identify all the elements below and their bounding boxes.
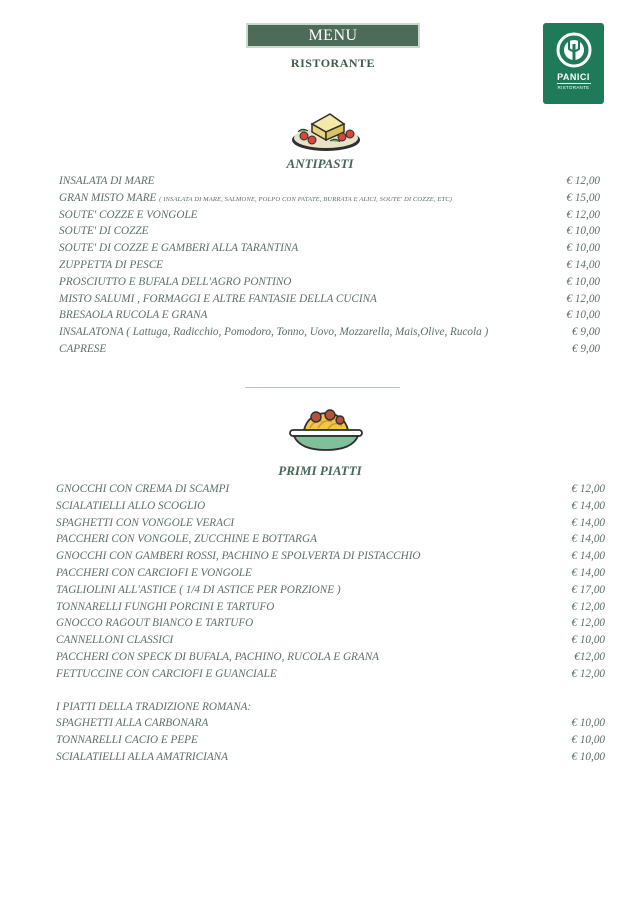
- item-name: [59, 293, 377, 305]
- item-price: € 15,00: [566, 191, 600, 204]
- menu-item: [56, 601, 605, 618]
- logo-name: PANICI: [557, 72, 590, 82]
- tradizione-list: [56, 717, 605, 767]
- item-name-text: CANNELLONI CLASSICI: [56, 634, 174, 647]
- item-name-text: FETTUCCINE CON CARCIOFI E GUANCIALE: [56, 667, 277, 680]
- item-price: € 12,00: [566, 175, 600, 187]
- item-price: € 14,00: [571, 566, 605, 579]
- item-name-text: SCIALATIELLI ALLO SCOGLIO: [56, 499, 206, 512]
- item-name-text: SOUTE' DI COZZE E GAMBERI ALLA TARANTINA: [59, 242, 299, 255]
- item-price: € 17,00: [571, 583, 605, 596]
- item-price: € 10,00: [566, 275, 600, 288]
- item-name-text: GNOCCHI CON GAMBERI ROSSI, PACHINO E SPOLVERTA DI PISTACCHIO: [56, 550, 421, 563]
- item-name-text: TAGLIOLINI ALL'ASTICE ( 1/4 DI ASTICE PER PORZIONE ): [56, 583, 341, 596]
- menu-item: [59, 343, 600, 360]
- item-name: [56, 734, 198, 746]
- fork-plate-icon: [555, 31, 593, 69]
- menu-item: [56, 483, 605, 500]
- item-name: [56, 567, 252, 579]
- item-price: € 14,00: [571, 499, 605, 512]
- item-price: € 14,00: [571, 550, 605, 563]
- restaurant-subtitle: RISTORANTE: [290, 56, 376, 70]
- menu-item: [59, 293, 600, 310]
- item-name-text: SPAGHETTI ALLA CARBONARA: [56, 717, 209, 729]
- item-name: [56, 533, 317, 545]
- item-name-text: GNOCCO RAGOUT BIANCO E TARTUFO: [56, 617, 254, 630]
- menu-item: [59, 175, 600, 192]
- item-price: € 12,00: [566, 292, 600, 305]
- item-price: € 10,00: [571, 717, 605, 729]
- item-name: [59, 175, 155, 187]
- item-name: [59, 225, 148, 237]
- panici-logo: [543, 23, 604, 104]
- item-name-text: INSALATA DI MARE: [59, 175, 155, 187]
- item-name-text: GRAN MISTO MARE: [59, 191, 157, 204]
- item-name: [59, 209, 198, 221]
- item-name-text: SOUTE' COZZE E VONGOLE: [59, 208, 198, 221]
- tradizione-title: I PIATTI DELLA TRADIZIONE ROMANA:: [56, 701, 252, 713]
- item-name-text: CAPRESE: [59, 342, 107, 355]
- item-price: € 12,00: [571, 600, 605, 613]
- item-price: € 12,00: [571, 667, 605, 680]
- item-price: € 9,00: [572, 326, 600, 339]
- item-price: € 10,00: [571, 733, 605, 746]
- item-price: € 14,00: [566, 258, 600, 271]
- logo-sub: RISTORANTE: [557, 85, 590, 90]
- item-name: [56, 717, 208, 729]
- menu-item: [56, 617, 605, 634]
- item-name-text: SCIALATIELLI ALLA AMATRICIANA: [56, 750, 228, 763]
- menu-item: [56, 533, 605, 550]
- item-name: [56, 584, 341, 596]
- item-name: [56, 550, 421, 562]
- primi-title: PRIMI PIATTI: [278, 463, 362, 478]
- item-name: [59, 343, 106, 355]
- item-price: € 10,00: [571, 634, 605, 647]
- menu-item: [56, 500, 605, 517]
- item-name-text: MISTO SALUMI , FORMAGGI E ALTRE FANTASIE DELLA CUCINA: [59, 292, 377, 305]
- menu-item: [56, 517, 605, 534]
- item-name: [56, 483, 229, 495]
- menu-item: [59, 309, 600, 326]
- item-name: [59, 326, 488, 338]
- item-name-text: BRESAOLA RUCOLA E GRANA: [59, 309, 208, 322]
- menu-item: [59, 209, 600, 226]
- item-name-text: SPAGHETTI CON VONGOLE VERACI: [56, 516, 235, 529]
- menu-item: [59, 242, 600, 259]
- item-name-text: ZUPPETTA DI PESCE: [59, 258, 164, 271]
- item-price: € 10,00: [566, 309, 600, 322]
- menu-item: [56, 634, 605, 651]
- menu-item: [56, 734, 605, 751]
- menu-item: [59, 259, 600, 276]
- menu-item: [56, 751, 605, 768]
- item-price: € 9,00: [572, 342, 600, 355]
- menu-title: MENU: [246, 23, 420, 48]
- item-price: €12,00: [574, 650, 605, 663]
- menu-item: [56, 567, 605, 584]
- item-name: [56, 517, 234, 529]
- item-price: € 10,00: [566, 242, 600, 255]
- primi-list: [56, 483, 605, 685]
- section-divider: [245, 387, 400, 388]
- menu-item: [59, 225, 600, 242]
- item-name: [56, 751, 228, 763]
- item-name: [59, 242, 298, 254]
- menu-item: [59, 326, 600, 343]
- item-name-text: SOUTE' DI COZZE: [59, 225, 149, 238]
- item-name: [56, 634, 173, 646]
- item-name: [59, 276, 291, 288]
- menu-item: [56, 717, 605, 734]
- item-name-text: PACCHERI CON VONGOLE, ZUCCHINE E BOTTARGA: [56, 533, 317, 546]
- item-description: ( INSALATA DI MARE, SALMONE, POLPO CON PATATE, BURRATA E ALICI, SOUTE' DI COZZE, ETC): [159, 195, 453, 203]
- item-name-text: PROSCIUTTO E BUFALA DELL'AGRO PONTINO: [59, 275, 292, 288]
- item-price: € 14,00: [571, 516, 605, 529]
- cheese-platter-icon: [290, 110, 362, 156]
- menu-item: [56, 651, 605, 668]
- item-name: [59, 192, 452, 204]
- item-name: [56, 668, 277, 680]
- menu-item: [59, 276, 600, 293]
- pasta-bowl-icon: [288, 408, 364, 452]
- item-name-text: PACCHERI CON SPECK DI BUFALA, PACHINO, RUCOLA E GRANA: [56, 650, 379, 663]
- item-price: € 12,00: [566, 208, 600, 221]
- item-name-text: TONNARELLI FUNGHI PORCINI E TARTUFO: [56, 600, 275, 613]
- item-name-text: PACCHERI CON CARCIOFI E VONGOLE: [56, 566, 252, 579]
- item-price: € 10,00: [571, 750, 605, 763]
- item-price: € 12,00: [571, 483, 605, 495]
- item-price: € 10,00: [566, 225, 600, 238]
- item-name: [56, 500, 205, 512]
- item-name: [56, 617, 253, 629]
- item-name: [56, 601, 274, 613]
- menu-item: [56, 668, 605, 685]
- antipasti-title: ANTIPASTI: [286, 156, 354, 171]
- item-name: [59, 309, 207, 321]
- menu-item: [59, 192, 600, 209]
- menu-item: [56, 584, 605, 601]
- item-price: € 14,00: [571, 533, 605, 546]
- item-price: € 12,00: [571, 617, 605, 630]
- item-name: [56, 651, 379, 663]
- item-name-text: TONNARELLI CACIO E PEPE: [56, 733, 198, 746]
- item-name-text: GNOCCHI CON CREMA DI SCAMPI: [56, 483, 230, 495]
- menu-item: [56, 550, 605, 567]
- item-name: [59, 259, 163, 271]
- item-name-text: INSALATONA ( Lattuga, Radicchio, Pomodoro, Tonno, Uovo, Mozzarella, Mais,Olive, Rucola ): [59, 326, 489, 339]
- antipasti-list: [59, 175, 600, 360]
